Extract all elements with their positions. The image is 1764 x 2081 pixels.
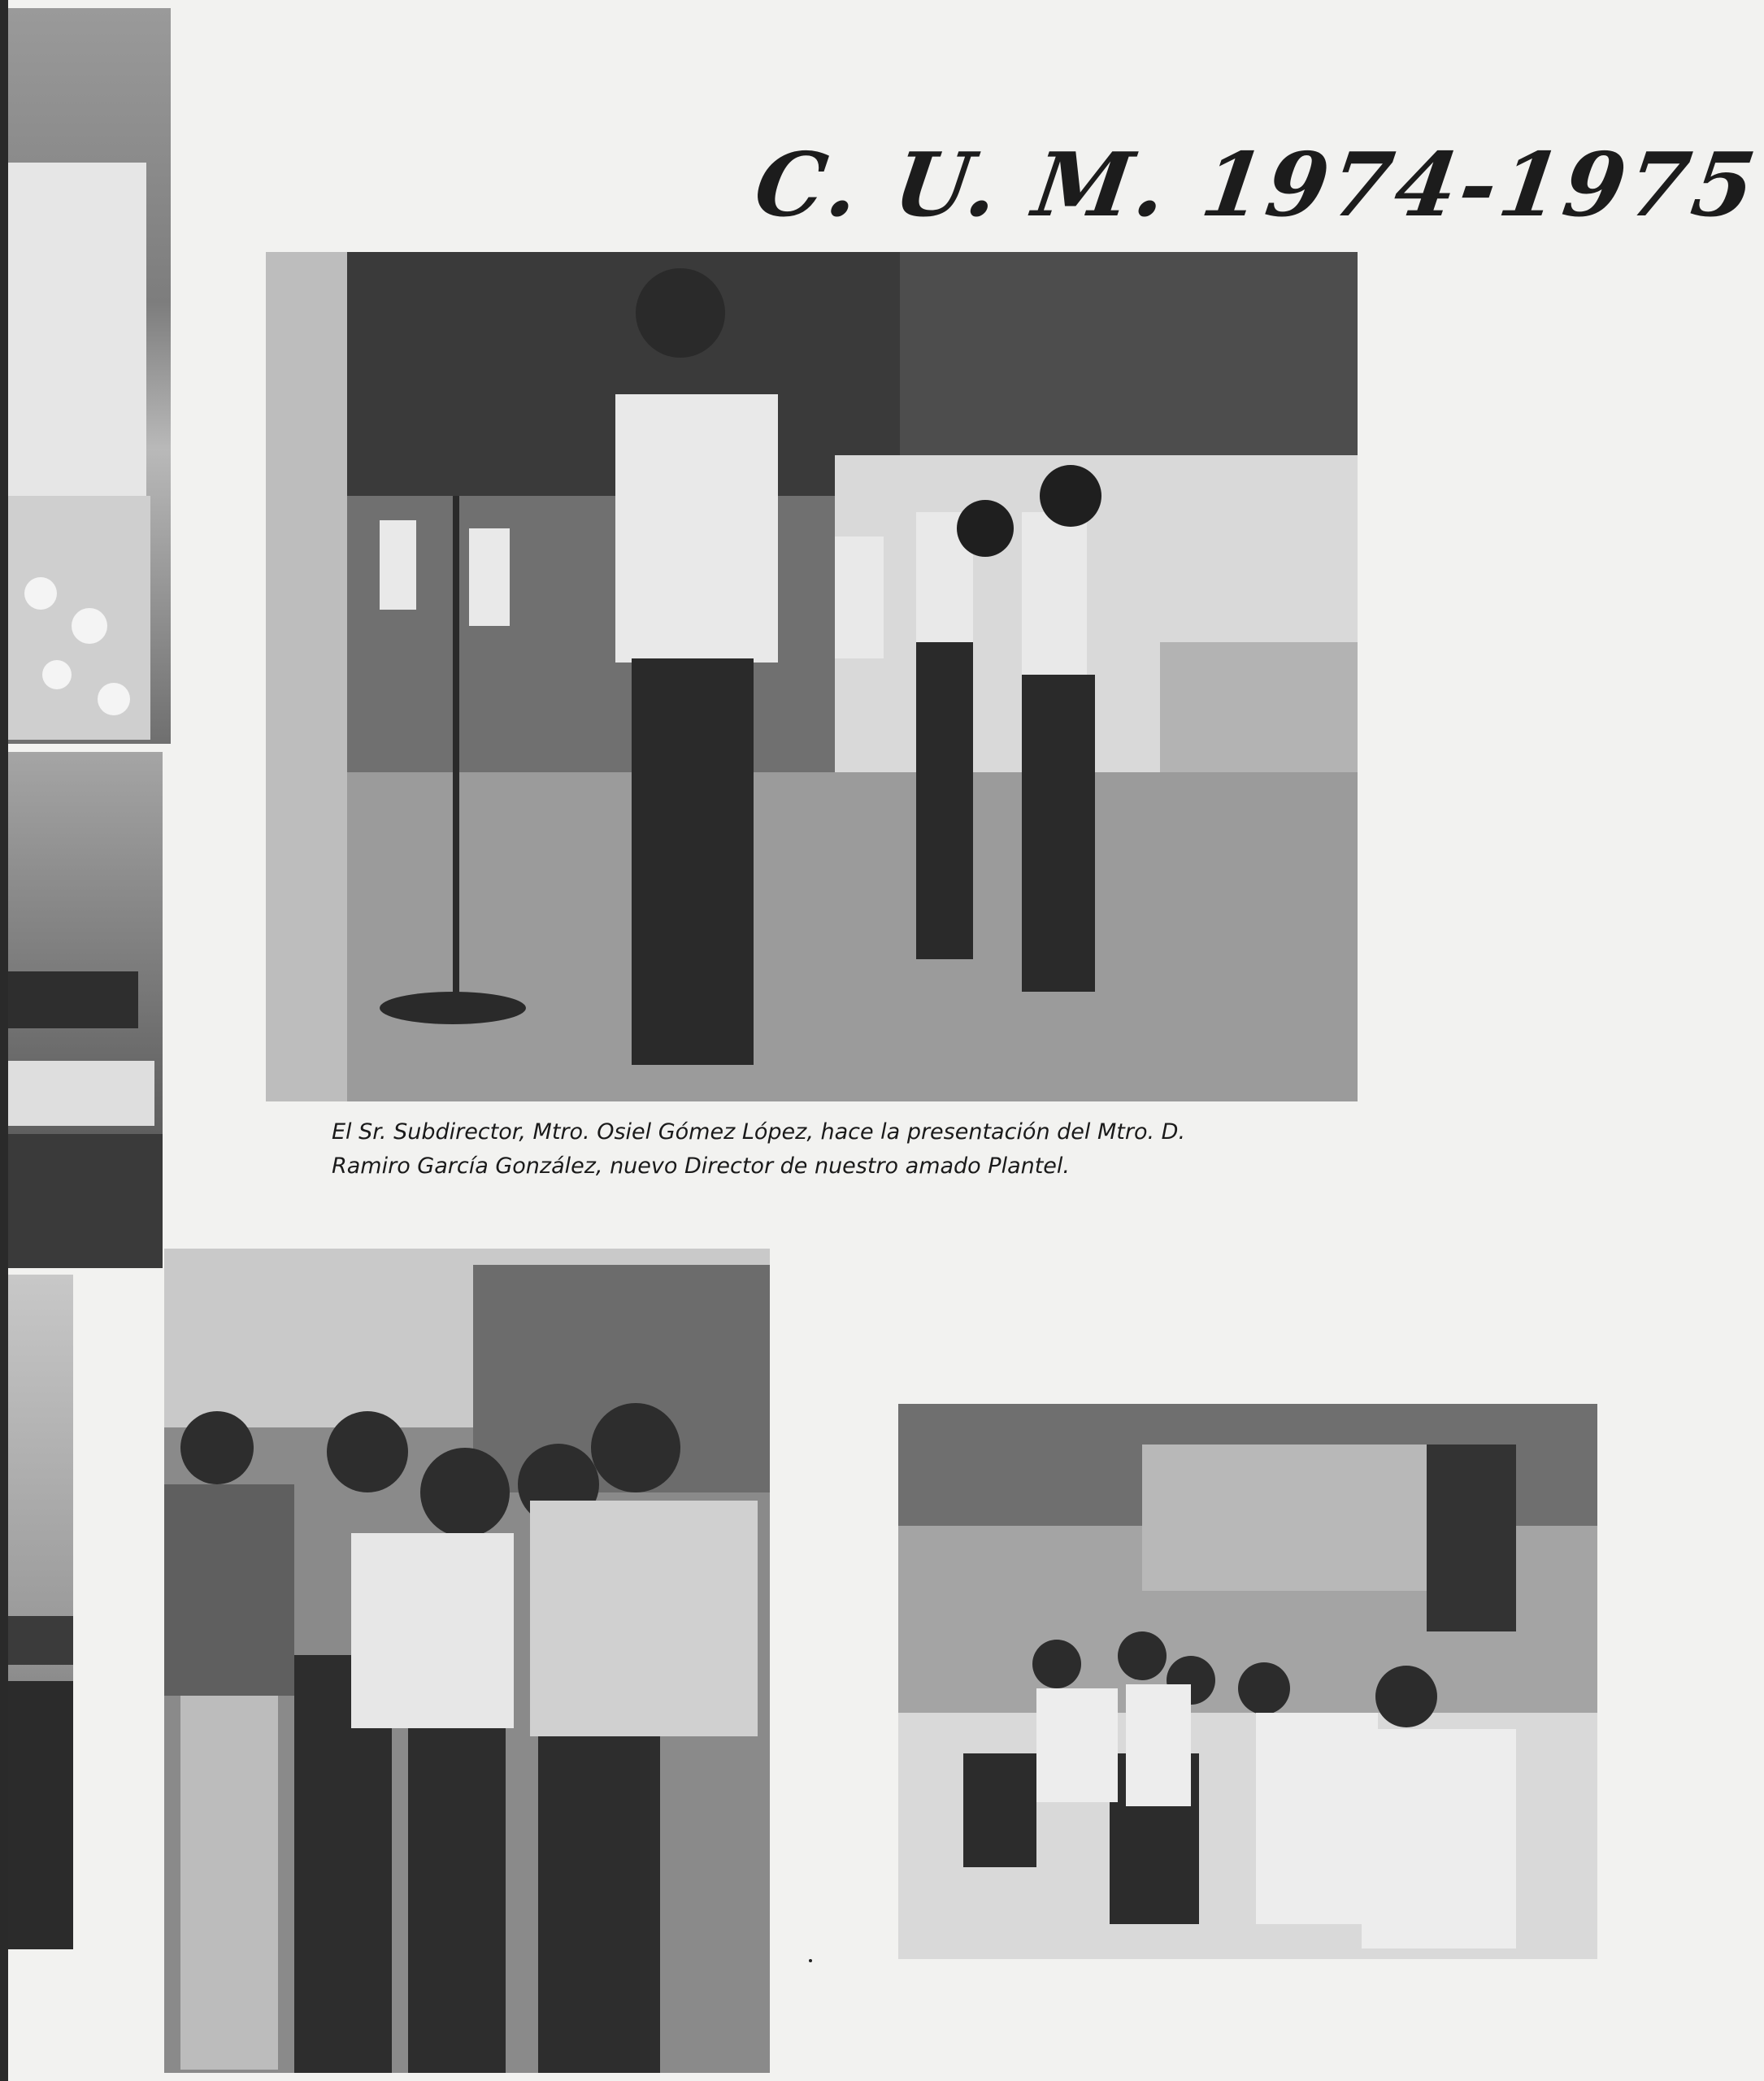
left-photo-fragment-top xyxy=(8,8,171,744)
main-photo-speech xyxy=(266,252,1358,1101)
caption-line-2: Ramiro García González, nuevo Director de nuestro amado Plantel. xyxy=(332,1153,1071,1179)
photo-caption xyxy=(332,1115,1307,1184)
photo-students-sitting xyxy=(898,1404,1597,1959)
page-binding-edge xyxy=(0,0,8,2081)
left-photo-fragment-middle xyxy=(8,752,163,1268)
caption-line-1: El Sr. Subdirector, Mtro. Osiel Gómez López, hace la presentación del Mtro. D. xyxy=(332,1119,1186,1145)
photo-students-standing xyxy=(164,1249,770,2073)
left-photo-fragment-bottom xyxy=(8,1275,73,1949)
print-speck xyxy=(809,1959,812,1962)
page-title: C. U. M. 1974-1975 xyxy=(749,134,1764,237)
